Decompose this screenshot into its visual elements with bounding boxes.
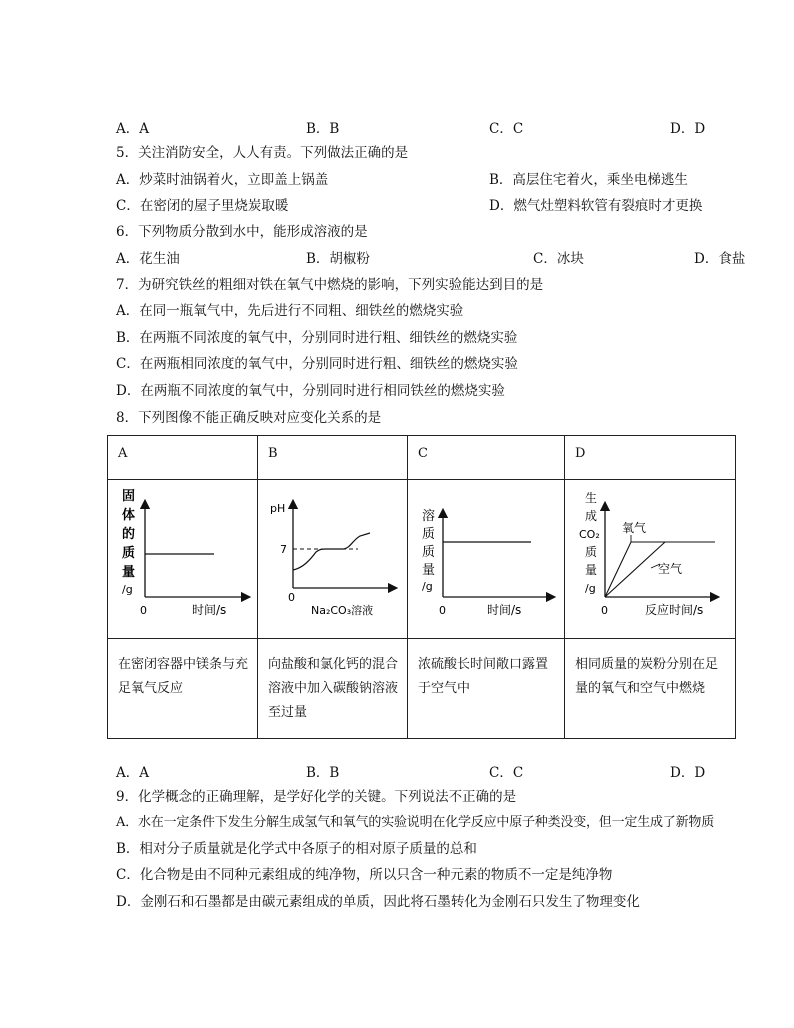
graph-d-ylabel-4: 质 bbox=[585, 545, 598, 559]
q4-option-c: C．C bbox=[489, 121, 524, 137]
q4-option-d: D．D bbox=[670, 121, 706, 137]
q9-stem: 9．化学概念的正确理解，是学好化学的关键。下列说法不正确的是 bbox=[116, 789, 517, 805]
q9-option-b: B．相对分子质量就是化学式中各原子的相对原子质量的总和 bbox=[116, 841, 477, 857]
q8-option-a: A．A bbox=[116, 765, 149, 781]
q9-option-c: C．化合物是由不同种元素组成的纯净物，所以只含一种元素的物质不一定是纯净物 bbox=[116, 867, 613, 883]
q5-option-b: B．高层住宅着火，乘坐电梯逃生 bbox=[489, 172, 688, 188]
q8-option-b: B．B bbox=[306, 765, 340, 781]
q8-caption-c: 浓硫酸长时间敞口露置于空气中 bbox=[408, 639, 565, 739]
graph-c-ylabel-3: 质 bbox=[422, 545, 436, 560]
graph-d-label-oxygen: 氧气 bbox=[622, 521, 647, 535]
graph-a-ylabel-3: 的 bbox=[122, 527, 136, 542]
q8-option-c: C．C bbox=[489, 765, 524, 781]
q8-header-a: A bbox=[108, 436, 258, 480]
q6-option-a: A．花生油 bbox=[116, 251, 180, 267]
graph-c-ylabel-4: 量 bbox=[422, 563, 436, 578]
q5-option-d: D．燃气灶塑料软管有裂痕时才更换 bbox=[489, 198, 703, 214]
graph-a-origin: 0 bbox=[140, 604, 147, 617]
q4-option-b: B．B bbox=[306, 121, 340, 137]
q7-stem: 7．为研究铁丝的粗细对铁在氧气中燃烧的影响，下列实验能达到目的是 bbox=[116, 277, 544, 293]
graph-d-ylabel-3: CO₂ bbox=[579, 528, 600, 541]
graph-a-ylabel-1: 固 bbox=[122, 489, 136, 504]
q7-option-b: B．在两瓶不同浓度的氧气中，分别同时进行粗、细铁丝的燃烧实验 bbox=[116, 330, 518, 346]
q8-stem: 8．下列图像不能正确反映对应变化关系的是 bbox=[116, 410, 382, 426]
q8-caption-b: 向盐酸和氯化钙的混合溶液中加入碳酸钠溶液至过量 bbox=[258, 639, 408, 739]
graph-a bbox=[108, 480, 258, 634]
graph-b-cell bbox=[258, 480, 408, 639]
graph-d-cell bbox=[565, 480, 736, 639]
q5-stem: 5．关注消防安全，人人有责。下列做法正确的是 bbox=[116, 145, 409, 161]
graph-c-xlabel: 时间/s bbox=[487, 603, 522, 617]
graph-b-tick-7: 7 bbox=[280, 543, 287, 556]
graph-a-ylabel-5: 量 bbox=[122, 565, 136, 580]
q6-stem: 6．下列物质分散到水中，能形成溶液的是 bbox=[116, 224, 368, 240]
graph-c-ylabel-1: 溶 bbox=[422, 509, 436, 524]
graph-d-xlabel: 反应时间/s bbox=[645, 603, 704, 617]
graph-d-unit: /g bbox=[585, 582, 596, 595]
graph-a-ylabel-4: 质 bbox=[122, 546, 136, 561]
graph-c bbox=[408, 480, 565, 634]
graph-b-origin: 0 bbox=[288, 591, 295, 604]
q7-option-c: C．在两瓶相同浓度的氧气中，分别同时进行粗、细铁丝的燃烧实验 bbox=[116, 356, 518, 372]
q8-header-b: B bbox=[258, 436, 408, 480]
q6-option-b: B．胡椒粉 bbox=[306, 251, 370, 267]
q8-header-c: C bbox=[408, 436, 565, 480]
q9-option-a: A．水在一定条件下发生分解生成氢气和氧气的实验说明在化学反应中原子种类没变，但一定生成了新物质 bbox=[116, 815, 714, 830]
q5-option-c: C．在密闭的屋子里烧炭取暖 bbox=[116, 198, 289, 214]
graph-a-cell bbox=[108, 480, 258, 639]
q7-option-d: D．在两瓶不同浓度的氧气中，分别同时进行相同铁丝的燃烧实验 bbox=[116, 383, 505, 399]
graph-a-xlabel: 时间/s bbox=[192, 603, 227, 617]
q4-option-a: A．A bbox=[116, 121, 149, 137]
q6-option-c: C．冰块 bbox=[533, 251, 584, 267]
graph-b-ylabel: pH bbox=[270, 502, 286, 515]
graph-b-curve bbox=[293, 533, 370, 570]
graph-b-xlabel: Na₂CO₃溶液 bbox=[311, 604, 374, 617]
graph-b bbox=[258, 480, 408, 634]
q8-option-d: D．D bbox=[670, 765, 706, 781]
graph-c-ylabel-2: 质 bbox=[422, 527, 436, 542]
q9-option-d: D．金刚石和石墨都是由碳元素组成的单质，因此将石墨转化为金刚石只发生了物理变化 bbox=[116, 894, 640, 910]
q8-table bbox=[107, 435, 736, 739]
graph-c-unit: /g bbox=[422, 580, 433, 593]
graph-d-ylabel-2: 成 bbox=[585, 509, 598, 523]
q7-option-a: A．在同一瓶氧气中，先后进行不同粗、细铁丝的燃烧实验 bbox=[116, 303, 464, 319]
graph-c-cell bbox=[408, 480, 565, 639]
q8-header-d: D bbox=[565, 436, 736, 480]
graph-c-origin: 0 bbox=[439, 604, 446, 617]
q6-option-d: D．食盐 bbox=[694, 251, 746, 267]
graph-d-label-air: 空气 bbox=[658, 562, 683, 576]
graph-a-unit: /g bbox=[122, 583, 133, 596]
q5-option-a: A．炒菜时油锅着火，立即盖上锅盖 bbox=[116, 172, 329, 188]
q8-caption-a: 在密闭容器中镁条与充足氧气反应 bbox=[108, 639, 258, 739]
q8-caption-d: 相同质量的炭粉分别在足量的氧气和空气中燃烧 bbox=[565, 639, 736, 739]
graph-a-ylabel-2: 体 bbox=[122, 508, 136, 523]
graph-d-ylabel-5: 量 bbox=[585, 563, 598, 577]
graph-d-oxygen-line bbox=[605, 542, 643, 597]
graph-d-ylabel-1: 生 bbox=[585, 491, 598, 505]
graph-d bbox=[565, 480, 736, 634]
graph-d-origin: 0 bbox=[601, 604, 608, 617]
